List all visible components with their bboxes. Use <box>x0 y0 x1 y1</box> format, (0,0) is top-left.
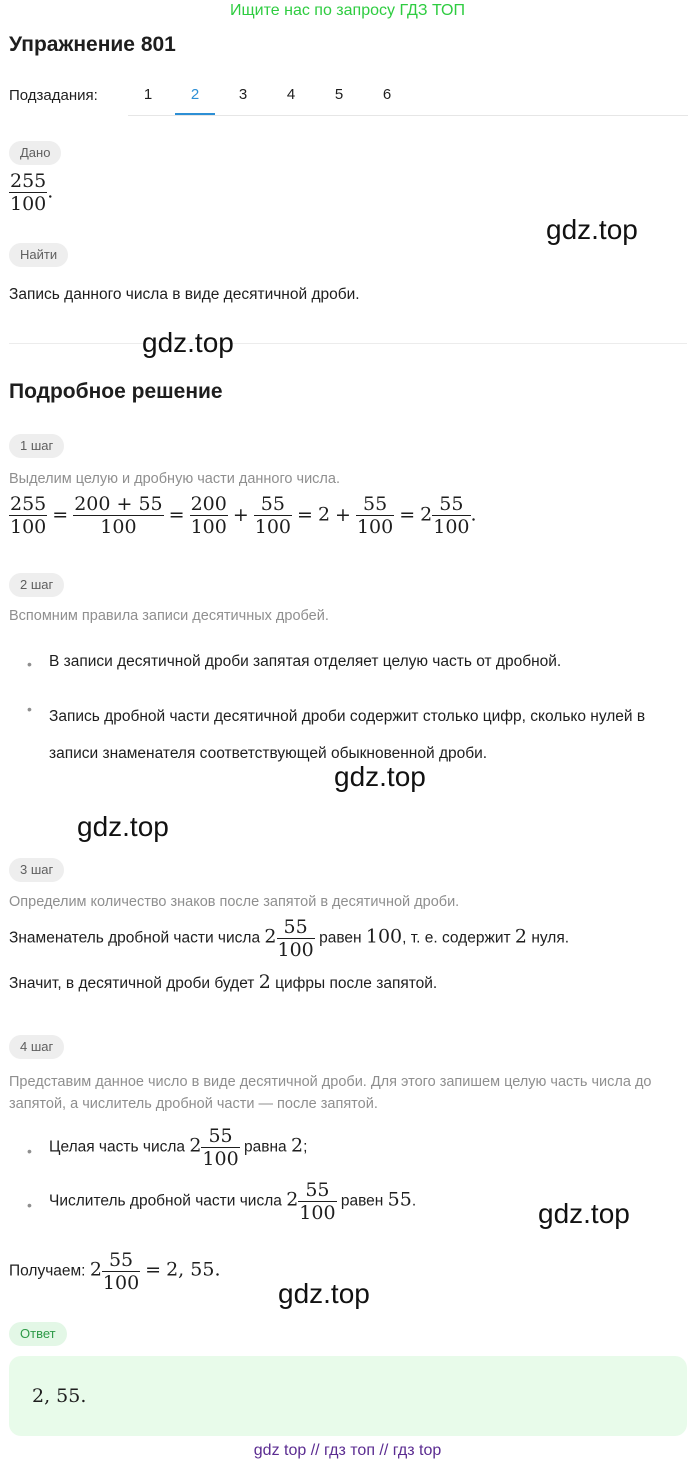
watermark: gdz.top <box>538 1198 630 1229</box>
tab-subtask-3[interactable]: 3 <box>238 86 248 103</box>
tab-subtask-6[interactable]: 6 <box>382 86 392 103</box>
step-4-caption: Представим данное число в виде десятичной дроби. Для этого запишем целую часть числа до запятой, а числитель дробной части — после запятой. <box>9 1074 652 1112</box>
solution-title: Подробное решение <box>9 380 223 403</box>
active-tab-indicator <box>175 113 215 115</box>
watermark: gdz.top <box>278 1278 370 1309</box>
step-3-line-1: Знаменатель дробной части числа 2 $\frac{55}{100}$ равен 100, т. е. содержит 2 нуля. <box>9 916 570 961</box>
given-chip: Дано <box>9 141 61 165</box>
section-divider <box>9 343 687 344</box>
answer-box <box>9 1356 687 1436</box>
promo-banner[interactable]: Ищите нас по запросу ГДЗ ТОП <box>230 2 465 19</box>
step-2-bullet-2: Запись дробной части десятичной дроби содержит столько цифр, сколько нулей в записи знаменателя соответствующей обыкновенной дроби. <box>49 708 646 762</box>
footer-links[interactable]: gdz top // гдз топ // гдз top <box>253 1442 442 1459</box>
watermark: gdz.top <box>334 761 426 792</box>
answer-value: 2, 55. <box>32 1385 87 1407</box>
answer-chip: Ответ <box>9 1322 67 1346</box>
find-chip: Найти <box>9 243 68 267</box>
step-1-caption: Выделим целую и дробную части данного числа. <box>9 471 340 487</box>
subtasks-tabs <box>128 76 688 116</box>
find-text: Запись данного числа в виде десятичной дроби. <box>9 286 360 303</box>
tab-subtask-4[interactable]: 4 <box>286 86 296 103</box>
watermark: gdz.top <box>77 811 169 842</box>
tab-subtask-2[interactable]: 2 <box>190 86 200 103</box>
step-2-caption: Вспомним правила записи десятичных дробей. <box>9 608 329 624</box>
given-fraction: $\frac{255}{100}$ . <box>10 170 54 215</box>
page-title: Упражнение 801 <box>9 33 176 56</box>
bullet-dot: • <box>27 1143 32 1159</box>
step-4-result: Получаем: 2 $\frac{55}{100}$ = 2, 55. <box>9 1249 221 1294</box>
tab-subtask-1[interactable]: 1 <box>143 86 153 103</box>
step-4-chip: 4 шаг <box>9 1035 64 1059</box>
bullet-dot: • <box>27 656 32 672</box>
step-2-bullet-1: В записи десятичной дроби запятая отделяет целую часть от дробной. <box>49 653 562 670</box>
step-3-chip: 3 шаг <box>9 858 64 882</box>
tab-subtask-5[interactable]: 5 <box>334 86 344 103</box>
step-3-line-2: Значит, в десятичной дроби будет 2 цифры после запятой. <box>9 971 438 993</box>
bullet-dot: • <box>27 701 32 717</box>
bullet-dot: • <box>27 1197 32 1213</box>
step-2-chip: 2 шаг <box>9 573 64 597</box>
step-1-equation: $\frac{255}{100}$ = $\frac{200 + 55}{100}$ = $\frac{200}{100}$ + $\frac{55}{100}$ = 2 + $\frac{55}{100}$ = 2 $\frac{55}{100}$ . <box>10 493 477 538</box>
watermark: gdz.top <box>546 214 638 245</box>
subtasks-label: Подзадания: <box>9 87 98 104</box>
step-4-bullet-1: Целая часть числа 2 $\frac{55}{100}$ равна 2; <box>49 1125 308 1170</box>
step-1-chip: 1 шаг <box>9 434 64 458</box>
watermark: gdz.top <box>142 327 234 358</box>
step-4-bullet-2: Числитель дробной части числа 2 $\frac{55}{100}$ равен 55. <box>49 1179 417 1224</box>
step-3-caption: Определим количество знаков после запятой в десятичной дроби. <box>9 894 460 910</box>
